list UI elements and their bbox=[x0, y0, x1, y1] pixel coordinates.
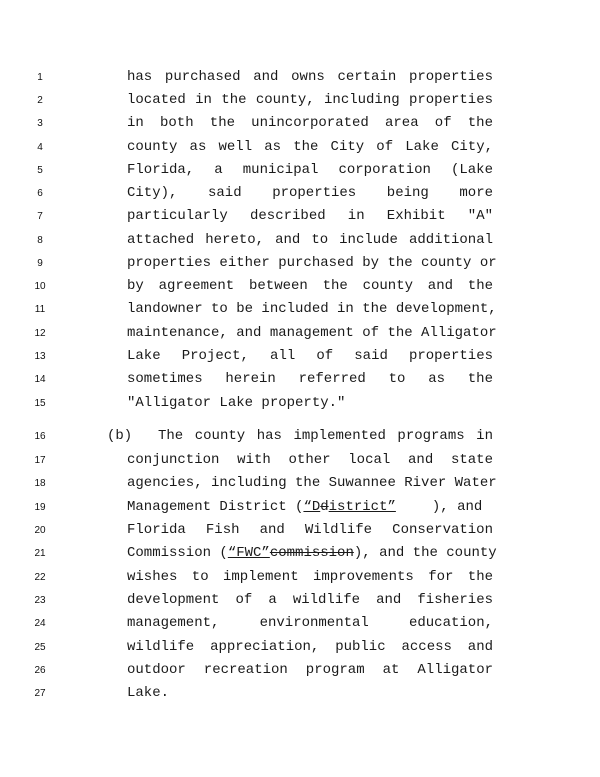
inserted-text: istrict” bbox=[328, 499, 396, 515]
body-text-line: "Alligator Lake property." bbox=[127, 395, 346, 411]
line-number: 11 bbox=[34, 304, 46, 315]
line-number: 5 bbox=[37, 165, 43, 176]
line-row bbox=[0, 322, 600, 345]
line-row bbox=[0, 182, 600, 205]
body-text-line: attached hereto, and to include additional bbox=[127, 232, 493, 248]
body-text-line: outdoor recreation program at Alligator bbox=[127, 662, 493, 678]
body-text-line: particularly described in Exhibit "A" bbox=[127, 208, 493, 224]
line-number: 7 bbox=[37, 211, 43, 222]
line-number: 17 bbox=[34, 455, 46, 466]
line-row bbox=[0, 566, 600, 589]
body-text-line: Florida, a municipal corporation (Lake bbox=[127, 162, 493, 178]
line-row bbox=[0, 519, 600, 542]
body-text-line: located in the county, including properties bbox=[127, 92, 493, 108]
body-text-line: management, environmental education, bbox=[127, 615, 493, 631]
line-row bbox=[0, 89, 600, 112]
body-text-line: wishes to implement improvements for the bbox=[127, 569, 493, 585]
inserted-text: “FWC” bbox=[227, 545, 270, 561]
line-number: 1 bbox=[37, 72, 43, 83]
body-text-line: Florida Fish and Wildlife Conservation bbox=[127, 522, 493, 538]
text-segment: ), and the county bbox=[353, 545, 497, 561]
body-text-line: Lake Project, all of said properties bbox=[127, 348, 493, 364]
line-number: 24 bbox=[34, 618, 46, 629]
line-number: 6 bbox=[37, 188, 43, 199]
line-row bbox=[0, 136, 600, 159]
line-number: 26 bbox=[34, 665, 46, 676]
line-row bbox=[0, 345, 600, 368]
body-text-line: county as well as the City of Lake City, bbox=[127, 139, 493, 155]
body-text-line: maintenance, and management of the Alligator bbox=[127, 325, 497, 341]
body-text-line: landowner to be included in the development, bbox=[127, 301, 497, 317]
line-number: 23 bbox=[34, 595, 46, 606]
line-number: 4 bbox=[37, 142, 43, 153]
deleted-text: d bbox=[320, 499, 329, 515]
body-text-line: City), said properties being more bbox=[127, 185, 493, 201]
deleted-text: commission bbox=[269, 545, 354, 561]
line-row bbox=[0, 449, 600, 472]
line-number: 13 bbox=[34, 351, 46, 362]
line-number: 3 bbox=[37, 118, 43, 129]
body-text-line: agencies, including the Suwannee River Water bbox=[127, 475, 497, 491]
line-number: 18 bbox=[34, 478, 46, 489]
line-number: 27 bbox=[34, 688, 46, 699]
line-row bbox=[0, 275, 600, 298]
line-row bbox=[0, 229, 600, 252]
line-number: 15 bbox=[34, 398, 46, 409]
line-number: 14 bbox=[34, 374, 46, 385]
text-segment: Commission ( bbox=[127, 545, 228, 561]
line-number: 2 bbox=[37, 95, 43, 106]
text-segment: ), and bbox=[431, 499, 483, 515]
body-text-line: The county has implemented programs in bbox=[158, 428, 493, 444]
line-row bbox=[0, 252, 600, 275]
line-row bbox=[0, 612, 600, 635]
line-row bbox=[0, 659, 600, 682]
line-row bbox=[0, 542, 600, 565]
body-text-line: has purchased and owns certain properties bbox=[127, 69, 493, 85]
body-text-line: sometimes herein referred to as the bbox=[127, 371, 493, 387]
line-row bbox=[0, 682, 600, 705]
line-row bbox=[0, 159, 600, 182]
line-row bbox=[0, 298, 600, 321]
line-row bbox=[0, 496, 600, 519]
line-row bbox=[0, 66, 600, 89]
line-number: 19 bbox=[34, 502, 46, 513]
line-row bbox=[0, 112, 600, 135]
body-text-line: development of a wildlife and fisheries bbox=[127, 592, 493, 608]
body-text-line: properties either purchased by the county or bbox=[127, 255, 497, 271]
body-text-line: wildlife appreciation, public access and bbox=[127, 639, 493, 655]
line-row bbox=[0, 472, 600, 495]
line-row bbox=[0, 368, 600, 391]
line-row bbox=[0, 589, 600, 612]
line-number: 10 bbox=[34, 281, 46, 292]
line-number: 16 bbox=[34, 431, 46, 442]
text-segment: Management District ( bbox=[127, 499, 304, 515]
body-text-line: Lake. bbox=[127, 685, 170, 701]
line-number: 12 bbox=[34, 328, 46, 339]
line-row bbox=[0, 392, 600, 415]
line-number: 20 bbox=[34, 525, 46, 536]
body-text-line: in both the unincorporated area of the bbox=[127, 115, 493, 131]
line-row bbox=[0, 425, 600, 448]
line-number: 21 bbox=[34, 548, 46, 559]
body-text-line-amended bbox=[127, 542, 497, 565]
line-number: 8 bbox=[37, 235, 43, 246]
inserted-text: “D bbox=[303, 499, 321, 515]
line-number: 22 bbox=[34, 572, 46, 583]
body-text-line: by agreement between the county and the bbox=[127, 278, 493, 294]
body-text-line-amended bbox=[127, 496, 493, 519]
line-row bbox=[0, 205, 600, 228]
line-row bbox=[0, 636, 600, 659]
subsection-label: (b) bbox=[107, 428, 133, 444]
line-number: 9 bbox=[37, 258, 43, 269]
body-text-line: conjunction with other local and state bbox=[127, 452, 493, 468]
line-number: 25 bbox=[34, 642, 46, 653]
